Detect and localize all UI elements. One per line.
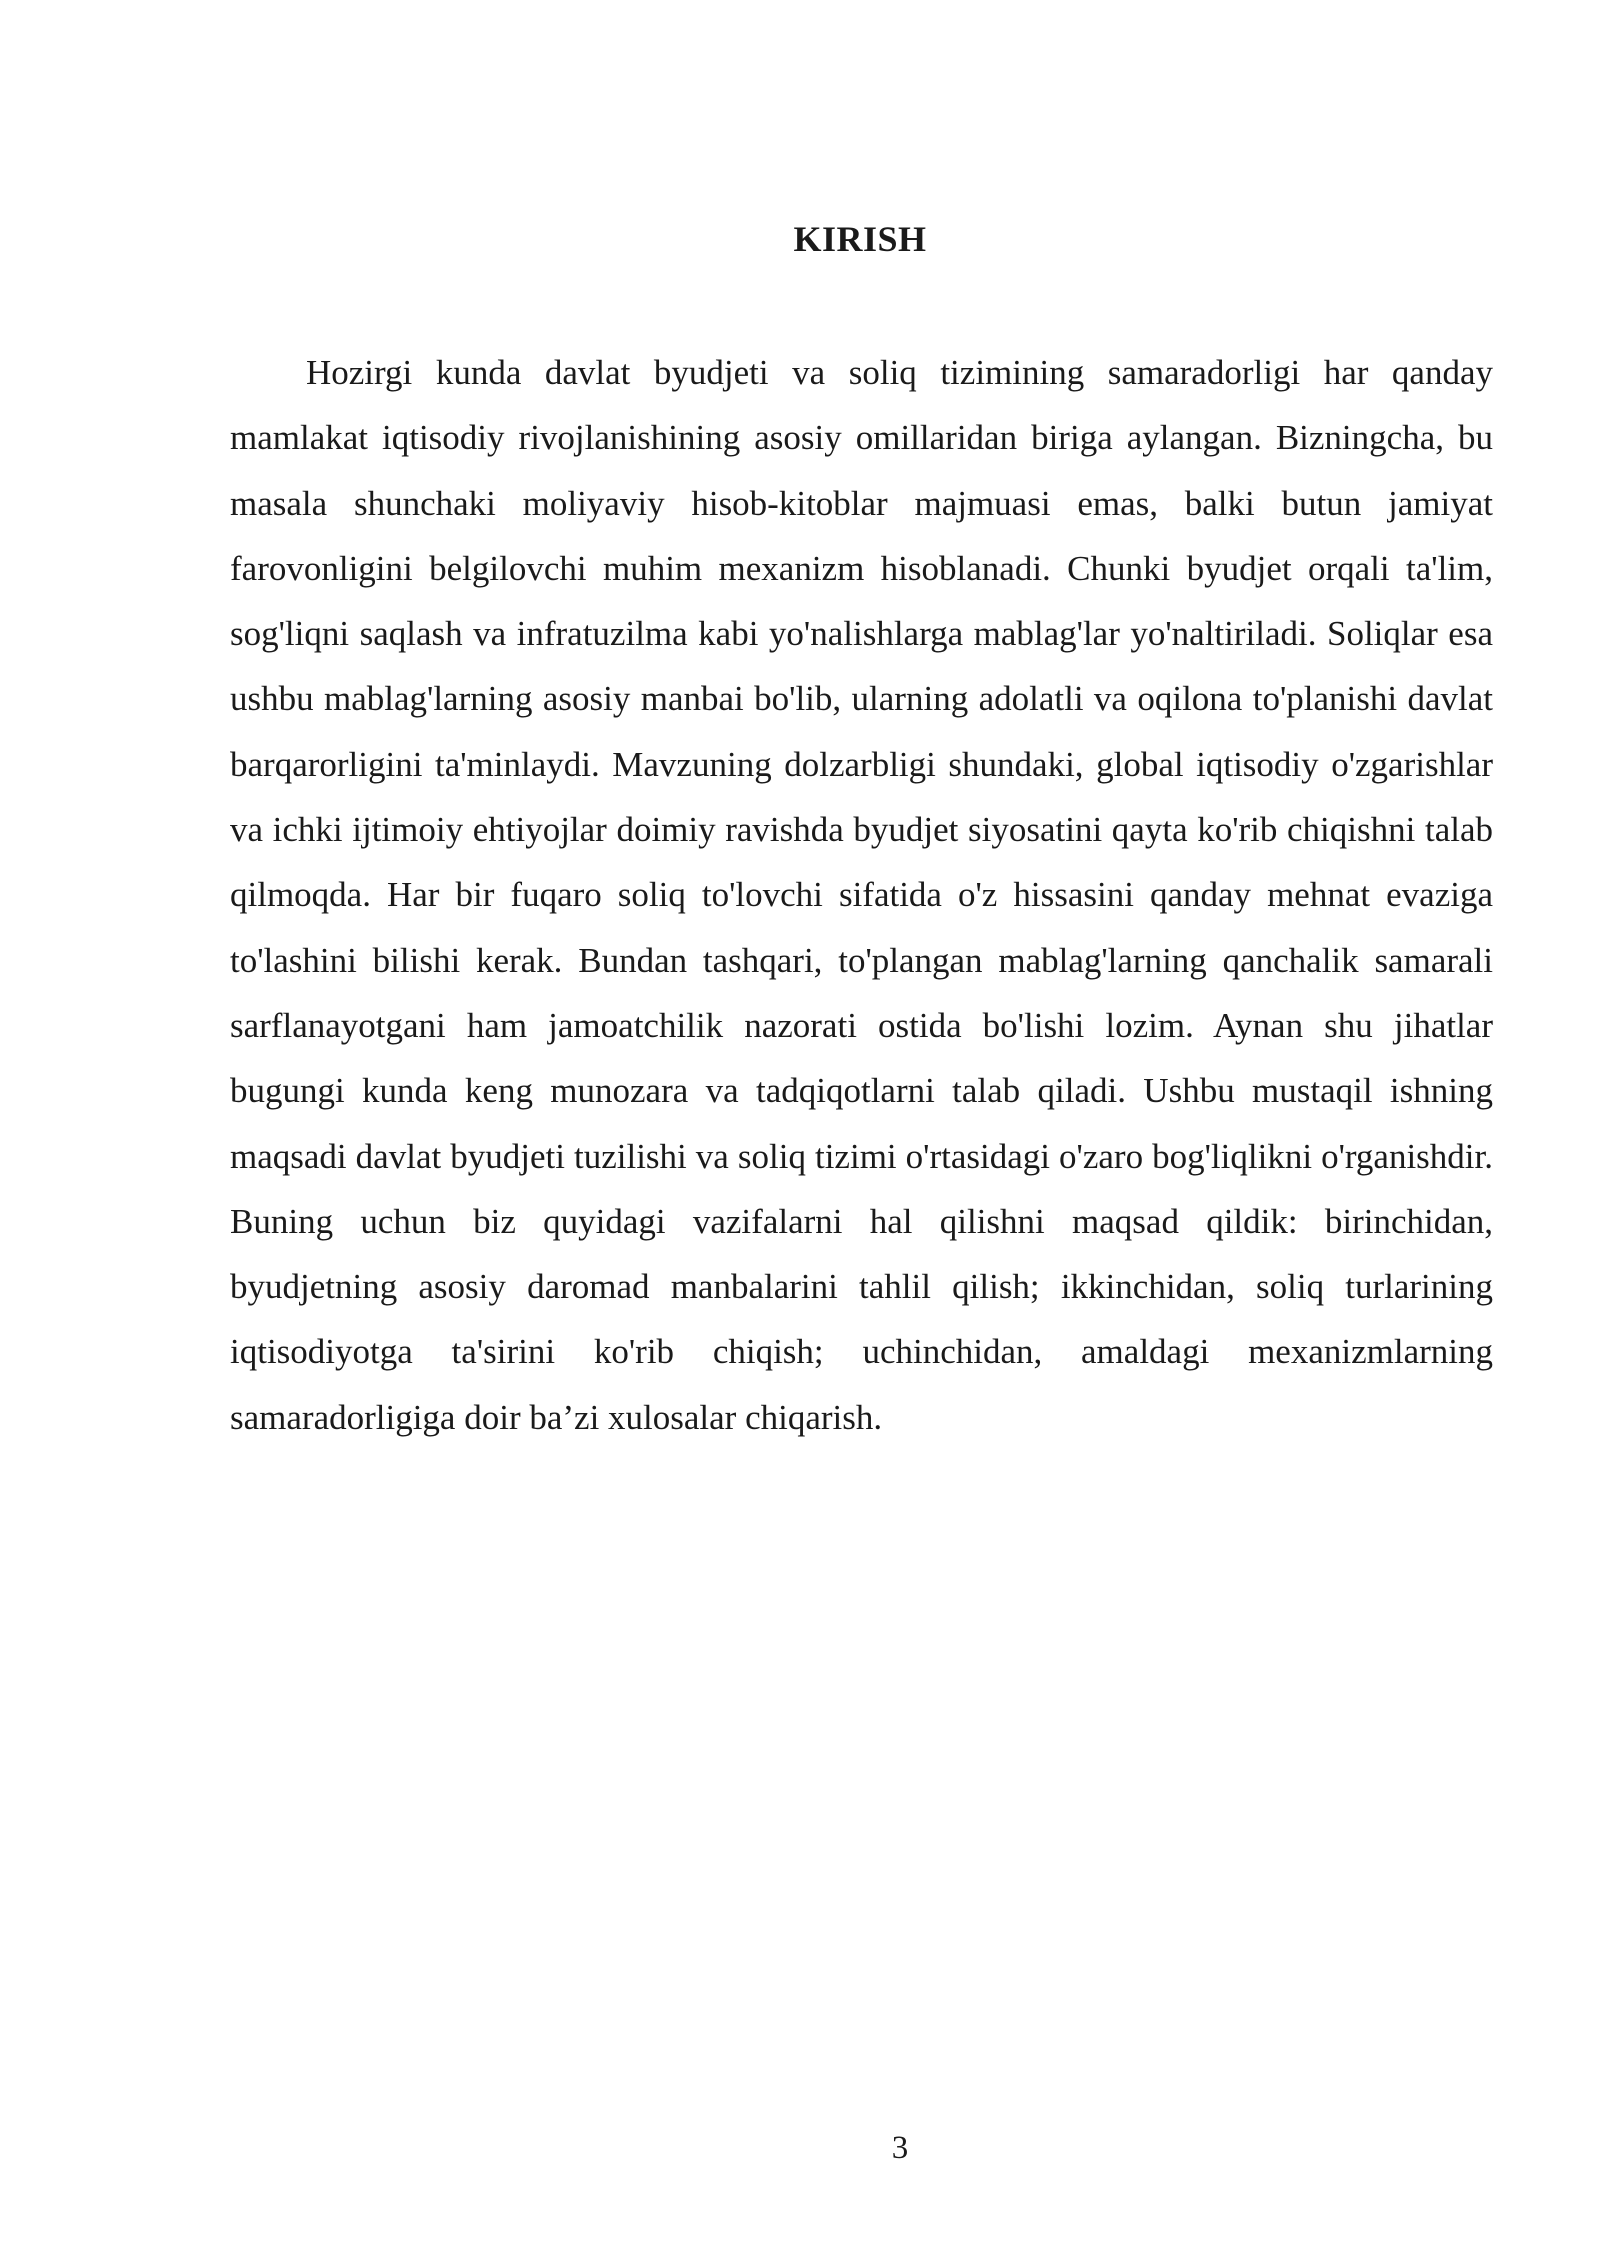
body-paragraph: Hozirgi kunda davlat byudjeti va soliq tizimining samaradorligi har qanday mamlakat iqtisodiy rivojlanishining asosiy omillaridan biriga aylangan. Bizningcha, bu masala shunchaki moliyaviy hisob-kitoblar majmuasi emas, balki butun jamiyat farovonligini belgilovchi muhim mexanizm hisoblanadi. Chunki byudjet orqali ta'lim, sog'liqni saqlash va infratuzilma kabi yo'nalishlarga mablag'lar yo'naltiriladi. Soliqlar esa ushbu mablag'larning asosiy manbai bo'lib, ularning adolatli va oqilona to'planishi davlat barqarorligini ta'minlaydi. Mavzuning dolzarbligi shundaki, global iqtisodiy o'zgarishlar va ichki ijtimoiy ehtiyojlar doimiy ravishda byudjet siyosatini qayta ko'rib chiqishni talab qilmoqda. Har bir fuqaro soliq to'lovchi sifatida o'z hissasini qanday mehnat evaziga to'lashini bilishi kerak. Bundan tashqari, to'plangan mablag'larning qanchalik samarali sarflanayotgani ham jamoatchilik nazorati ostida bo'lishi lozim. Aynan shu jihatlar bugungi kunda keng munozara va tadqiqotlarni talab qiladi. Ushbu mustaqil ishning maqsadi davlat byudjeti tuzilishi va soliq tizimi o'rtasidagi o'zaro bog'liqlikni o'rganishdir. Buning uchun biz quyidagi vazifalarni hal qilishni maqsad qildik: birinchidan, byudjetning asosiy daromad manbalarini tahlil qilish; ikkinchidan, soliq turlarining iqtisodiyotga ta'sirini ko'rib chiqish; uchinchidan, amaldagi mexanizmlarning samaradorligiga doir ba’zi xulosalar chiqarish. xyxy=(230,353,1493,1437)
page-title: KIRISH xyxy=(793,219,927,259)
page-number: 3 xyxy=(891,2130,909,2166)
